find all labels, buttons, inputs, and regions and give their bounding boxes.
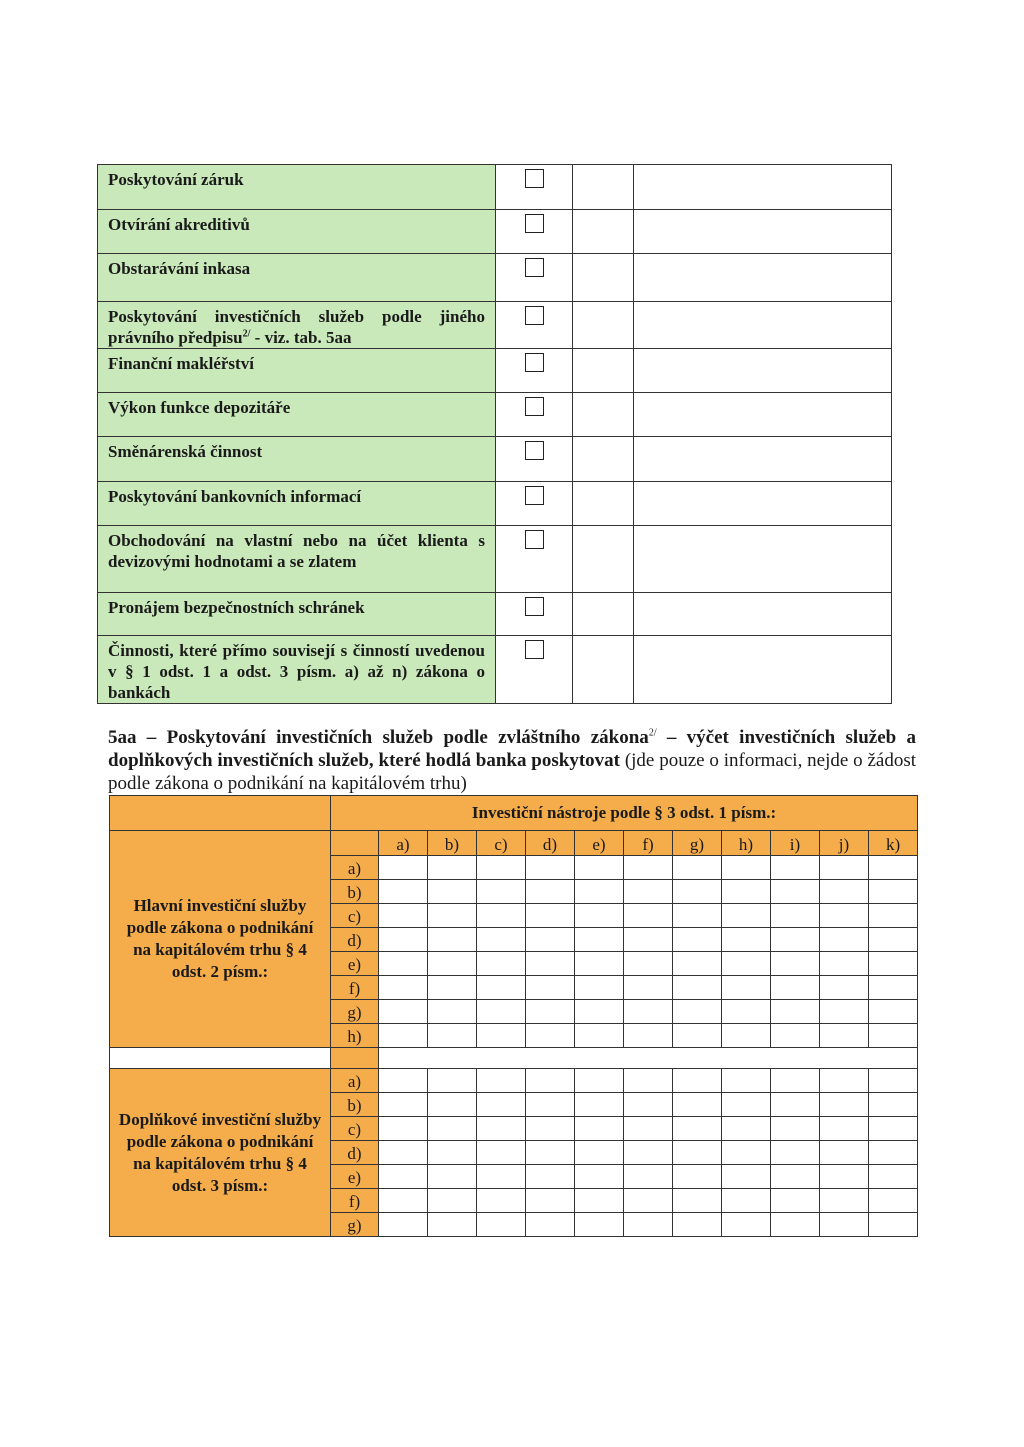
service-input-cell[interactable] [573,636,634,704]
matrix-cell[interactable] [771,1117,820,1141]
service-label: Poskytování bankovních informací [98,482,496,526]
matrix-cell[interactable] [428,1165,477,1189]
service-note-cell[interactable] [634,482,892,526]
matrix-cell[interactable] [379,880,428,904]
row-letter: b) [331,1093,379,1117]
matrix-cell[interactable] [722,1117,771,1141]
matrix-cell[interactable] [526,1213,575,1237]
instrument-column-header: f) [624,831,673,856]
matrix-cell[interactable] [869,1093,918,1117]
instrument-column-header: b) [428,831,477,856]
matrix-cell[interactable] [820,1024,869,1048]
service-checkbox[interactable] [525,530,544,549]
matrix-cell[interactable] [820,976,869,1000]
matrix-cell[interactable] [526,880,575,904]
matrix-cell[interactable] [379,1141,428,1165]
matrix-cell[interactable] [477,1141,526,1165]
checkbox-cell [496,437,573,482]
instrument-column-header: a) [379,831,428,856]
matrix-cell[interactable] [379,1000,428,1024]
matrix-cell[interactable] [869,1141,918,1165]
service-note-cell[interactable] [634,526,892,593]
matrix-cell[interactable] [575,976,624,1000]
matrix-cell[interactable] [575,1141,624,1165]
matrix-cell[interactable] [820,1117,869,1141]
matrix-cell[interactable] [477,976,526,1000]
column-header-row [110,831,918,856]
service-label: Otvírání akreditivů [98,210,496,254]
service-input-cell[interactable] [573,302,634,349]
row-letter: e) [331,1165,379,1189]
matrix-cell[interactable] [820,1165,869,1189]
instrument-column-header: c) [477,831,526,856]
matrix-cell[interactable] [526,1069,575,1093]
matrix-cell[interactable] [722,1000,771,1024]
matrix-cell[interactable] [477,928,526,952]
service-note-cell[interactable] [634,349,892,393]
service-input-cell[interactable] [573,393,634,437]
service-input-cell[interactable] [573,482,634,526]
matrix-cell[interactable] [575,952,624,976]
service-label: Obchodování na vlastní nebo na účet klienta s devizovými hodnotami a se zlatem [98,526,496,593]
instrument-column-header: h) [722,831,771,856]
service-label: Finanční makléřství [98,349,496,393]
matrix-cell[interactable] [771,880,820,904]
matrix-cell[interactable] [624,1165,673,1189]
matrix-cell[interactable] [575,1093,624,1117]
matrix-cell[interactable] [526,904,575,928]
matrix-cell[interactable] [722,952,771,976]
service-checkbox[interactable] [525,640,544,659]
matrix-cell[interactable] [526,976,575,1000]
matrix-cell[interactable] [526,856,575,880]
service-label: Směnárenská činnost [98,437,496,482]
matrix-cell[interactable] [673,1213,722,1237]
matrix-cell[interactable] [771,952,820,976]
matrix-cell[interactable] [477,1213,526,1237]
matrix-cell[interactable] [673,976,722,1000]
section-5aa-heading [108,726,916,795]
matrix-cell[interactable] [771,1024,820,1048]
matrix-cell[interactable] [477,856,526,880]
row-letter: c) [331,1117,379,1141]
service-input-cell[interactable] [573,165,634,210]
matrix-cell[interactable] [477,1000,526,1024]
matrix-cell[interactable] [771,928,820,952]
matrix-cell[interactable] [869,1189,918,1213]
service-note-cell[interactable] [634,393,892,437]
row-letter: e) [331,952,379,976]
checkbox-cell [496,393,573,437]
row-letter: a) [331,1069,379,1093]
matrix-cell[interactable] [379,1024,428,1048]
matrix-cell[interactable] [771,1213,820,1237]
matrix-cell[interactable] [722,856,771,880]
service-label [98,302,496,349]
matrix-cell[interactable] [771,1165,820,1189]
matrix-cell[interactable] [575,1117,624,1141]
service-note-cell[interactable] [634,210,892,254]
matrix-cell[interactable] [428,1189,477,1213]
matrix-cell[interactable] [624,856,673,880]
service-row [98,526,892,593]
matrix-cell[interactable] [575,1213,624,1237]
matrix-cell[interactable] [771,976,820,1000]
matrix-cell[interactable] [379,928,428,952]
matrix-cell[interactable] [379,1189,428,1213]
matrix-cell[interactable] [428,928,477,952]
matrix-cell[interactable] [428,1117,477,1141]
blank-corner [110,796,331,831]
matrix-cell[interactable] [575,904,624,928]
matrix-cell[interactable] [526,952,575,976]
matrix-cell[interactable] [820,952,869,976]
matrix-cell[interactable] [771,856,820,880]
matrix-cell[interactable] [869,856,918,880]
matrix-cell[interactable] [575,928,624,952]
matrix-cell[interactable] [575,1189,624,1213]
matrix-cell[interactable] [722,928,771,952]
matrix-cell[interactable] [820,904,869,928]
matrix-cell[interactable] [771,904,820,928]
matrix-cell[interactable] [722,904,771,928]
service-row [98,437,892,482]
row-letter: b) [331,880,379,904]
matrix-cell[interactable] [771,1000,820,1024]
matrix-cell[interactable] [624,1213,673,1237]
checkbox-cell [496,254,573,302]
matrix-cell[interactable] [673,952,722,976]
service-row [98,393,892,437]
spacer-cell [110,1048,331,1069]
matrix-cell[interactable] [820,1000,869,1024]
matrix-cell[interactable] [869,880,918,904]
matrix-cell[interactable] [575,856,624,880]
heading-bold-text-2: – výčet investičních služeb a doplňkových investičních služeb, které hodlá banka poskytovat [108,727,916,771]
instrument-column-header: d) [526,831,575,856]
matrix-cell[interactable] [575,880,624,904]
matrix-cell[interactable] [624,1189,673,1213]
service-label: Obstarávání inkasa [98,254,496,302]
service-checkbox[interactable] [525,353,544,372]
matrix-cell[interactable] [624,904,673,928]
service-row [98,636,892,704]
service-checkbox[interactable] [525,258,544,277]
service-checkbox[interactable] [525,214,544,233]
matrix-cell[interactable] [722,880,771,904]
instruments-header: Investiční nástroje podle § 3 odst. 1 písm.: [331,796,918,831]
matrix-cell[interactable] [673,928,722,952]
matrix-cell[interactable] [673,856,722,880]
service-row [98,254,892,302]
matrix-cell[interactable] [428,952,477,976]
matrix-cell[interactable] [722,1093,771,1117]
matrix-cell[interactable] [379,1165,428,1189]
matrix-cell[interactable] [673,1189,722,1213]
matrix-cell[interactable] [869,1117,918,1141]
matrix-cell[interactable] [771,1069,820,1093]
service-note-cell[interactable] [634,593,892,636]
service-label: Poskytování záruk [98,165,496,210]
service-note-cell[interactable] [634,254,892,302]
row-letter: f) [331,1189,379,1213]
matrix-cell[interactable] [428,1093,477,1117]
matrix-cell[interactable] [575,1165,624,1189]
matrix-cell[interactable] [722,1024,771,1048]
service-label: Pronájem bezpečnostních schránek [98,593,496,636]
matrix-cell[interactable] [428,904,477,928]
matrix-cell[interactable] [820,1189,869,1213]
checkbox-cell [496,165,573,210]
checkbox-cell [496,210,573,254]
matrix-cell[interactable] [869,1024,918,1048]
matrix-cell[interactable] [673,1165,722,1189]
service-letter-row [110,1069,918,1093]
checkbox-cell [496,636,573,704]
matrix-cell[interactable] [869,1213,918,1237]
matrix-cell[interactable] [722,1141,771,1165]
matrix-cell[interactable] [379,976,428,1000]
matrix-cell[interactable] [624,1093,673,1117]
matrix-cell[interactable] [869,1165,918,1189]
matrix-cell[interactable] [624,928,673,952]
matrix-cell[interactable] [428,976,477,1000]
matrix-cell[interactable] [869,1069,918,1093]
spacer-cell [331,1048,379,1069]
matrix-cell[interactable] [820,856,869,880]
matrix-cell[interactable] [428,880,477,904]
matrix-cell[interactable] [379,1069,428,1093]
matrix-cell[interactable] [673,1000,722,1024]
row-letter: g) [331,1213,379,1237]
service-note-cell[interactable] [634,437,892,482]
matrix-cell[interactable] [624,976,673,1000]
matrix-cell[interactable] [477,952,526,976]
blank-corner [331,831,379,856]
service-input-cell[interactable] [573,593,634,636]
heading-footnote: 2/ [648,727,657,739]
row-letter: c) [331,904,379,928]
matrix-cell[interactable] [624,1069,673,1093]
service-row [98,210,892,254]
matrix-cell[interactable] [673,1093,722,1117]
instrument-column-header: e) [575,831,624,856]
matrix-cell[interactable] [673,1141,722,1165]
service-note-cell[interactable] [634,636,892,704]
checkbox-cell [496,526,573,593]
heading-note: (jde pouze o informaci, nejde o žádost podle zákona o podnikání na kapitálovém trhu) [108,750,917,794]
matrix-cell[interactable] [477,1189,526,1213]
matrix-cell[interactable] [624,1024,673,1048]
matrix-cell[interactable] [379,1093,428,1117]
matrix-cell[interactable] [477,1069,526,1093]
service-row [98,593,892,636]
matrix-cell[interactable] [869,976,918,1000]
matrix-cell[interactable] [624,1141,673,1165]
matrix-cell[interactable] [379,1213,428,1237]
service-row [98,302,892,349]
matrix-cell[interactable] [673,1069,722,1093]
matrix-cell[interactable] [722,1069,771,1093]
investment-services-table [109,795,918,1237]
matrix-cell[interactable] [526,1024,575,1048]
matrix-cell[interactable] [820,1069,869,1093]
service-checkbox[interactable] [525,441,544,460]
matrix-cell[interactable] [820,1093,869,1117]
matrix-cell[interactable] [477,904,526,928]
matrix-cell[interactable] [379,904,428,928]
main-services-label: Hlavní investiční služby podle zákona o podnikání na kapitálovém trhu § 4 odst. 2 písm.: [110,831,331,1048]
matrix-cell[interactable] [477,1165,526,1189]
matrix-cell[interactable] [428,1213,477,1237]
matrix-cell[interactable] [722,1189,771,1213]
matrix-cell[interactable] [526,928,575,952]
service-label-text: - viz. tab. 5aa [250,328,352,347]
service-input-cell[interactable] [573,254,634,302]
service-checkbox[interactable] [525,597,544,616]
service-row [98,349,892,393]
matrix-cell[interactable] [624,952,673,976]
row-letter: g) [331,1000,379,1024]
spacer-row [110,1048,918,1069]
checkbox-cell [496,593,573,636]
checkbox-cell [496,349,573,393]
checkbox-cell [496,482,573,526]
checkbox-cell [496,302,573,349]
matrix-cell[interactable] [575,1024,624,1048]
row-letter: a) [331,856,379,880]
matrix-cell[interactable] [526,1093,575,1117]
matrix-cell[interactable] [722,1213,771,1237]
supplementary-services-label: Doplňkové investiční služby podle zákona o podnikání na kapitálovém trhu § 4 odst. 3 písm.: [110,1069,331,1237]
matrix-cell[interactable] [722,1165,771,1189]
service-label: Výkon funkce depozitáře [98,393,496,437]
instrument-column-header: i) [771,831,820,856]
service-checkbox[interactable] [525,169,544,188]
service-checkbox[interactable] [525,486,544,505]
matrix-cell[interactable] [673,904,722,928]
matrix-cell[interactable] [820,880,869,904]
service-label: Činnosti, které přímo souvisejí s činností uvedenou v § 1 odst. 1 a odst. 3 písm. a) až n) zákona o bankách [98,636,496,704]
matrix-cell[interactable] [673,1024,722,1048]
matrix-cell[interactable] [428,1000,477,1024]
matrix-cell[interactable] [624,1000,673,1024]
matrix-cell[interactable] [820,928,869,952]
services-table [97,164,892,704]
footnote-marker: 2/ [242,328,251,340]
matrix-cell[interactable] [379,952,428,976]
service-row [98,482,892,526]
service-row [98,165,892,210]
matrix-cell[interactable] [526,1189,575,1213]
matrix-cell[interactable] [526,1165,575,1189]
matrix-cell[interactable] [428,1069,477,1093]
service-checkbox[interactable] [525,306,544,325]
matrix-cell[interactable] [869,904,918,928]
row-letter: h) [331,1024,379,1048]
matrix-cell[interactable] [820,1213,869,1237]
matrix-cell[interactable] [428,856,477,880]
matrix-cell[interactable] [673,1117,722,1141]
matrix-cell[interactable] [869,928,918,952]
matrix-cell[interactable] [477,1117,526,1141]
row-letter: f) [331,976,379,1000]
service-input-cell[interactable] [573,349,634,393]
instrument-column-header: j) [820,831,869,856]
service-input-cell[interactable] [573,526,634,593]
service-note-cell[interactable] [634,165,892,210]
matrix-cell[interactable] [820,1141,869,1165]
matrix-cell[interactable] [722,976,771,1000]
matrix-cell[interactable] [477,880,526,904]
matrix-cell[interactable] [624,880,673,904]
row-letter: d) [331,928,379,952]
matrix-cell[interactable] [428,1141,477,1165]
matrix-cell[interactable] [526,1117,575,1141]
matrix-cell[interactable] [428,1024,477,1048]
matrix-cell[interactable] [379,1117,428,1141]
instrument-column-header: k) [869,831,918,856]
matrix-cell[interactable] [526,1141,575,1165]
matrix-cell[interactable] [624,1117,673,1141]
matrix-cell[interactable] [526,1000,575,1024]
service-input-cell[interactable] [573,437,634,482]
matrix-cell[interactable] [869,952,918,976]
matrix-cell[interactable] [379,856,428,880]
matrix-cell[interactable] [771,1189,820,1213]
service-checkbox[interactable] [525,397,544,416]
matrix-cell[interactable] [771,1141,820,1165]
matrix-cell[interactable] [575,1069,624,1093]
service-note-cell[interactable] [634,302,892,349]
matrix-cell[interactable] [575,1000,624,1024]
matrix-cell[interactable] [869,1000,918,1024]
matrix-cell[interactable] [673,880,722,904]
service-label-text: Poskytování investičních služeb podle jiného právního předpisu [108,307,485,347]
spacer-cell [379,1048,918,1069]
matrix-cell[interactable] [477,1093,526,1117]
row-letter: d) [331,1141,379,1165]
heading-bold-text: 5aa – Poskytování investičních služeb podle zvláštního zákona [108,727,649,748]
matrix-cell[interactable] [771,1093,820,1117]
service-input-cell[interactable] [573,210,634,254]
instrument-column-header: g) [673,831,722,856]
table-header-row [110,796,918,831]
matrix-cell[interactable] [477,1024,526,1048]
